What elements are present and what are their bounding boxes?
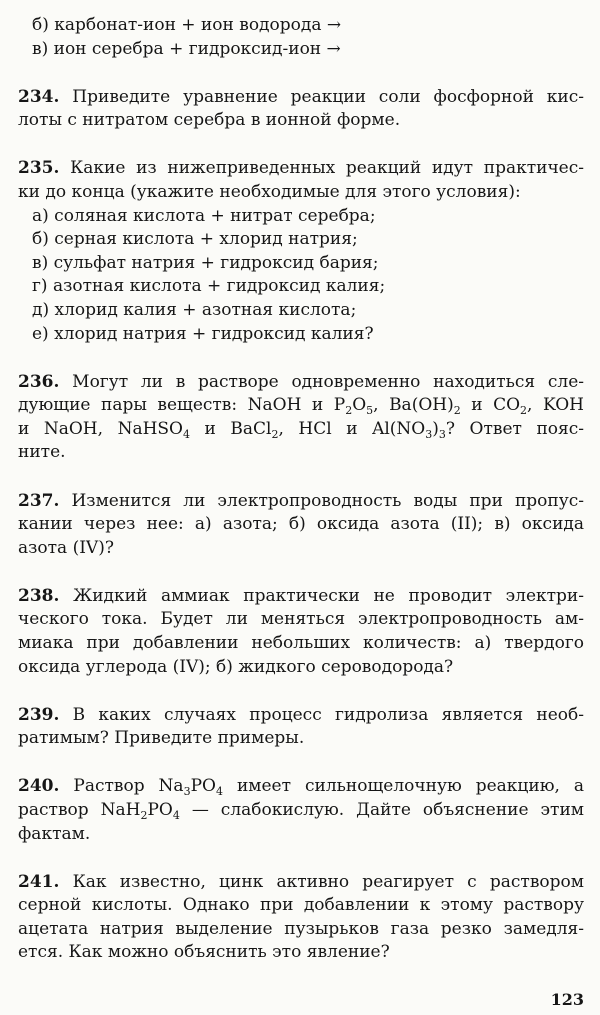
text-line: ческого тока. Будет ли меняться электропроводность ам- — [18, 609, 584, 630]
text-line: 234. Приведите уравнение реакции соли фосфорной кис- — [18, 86, 584, 107]
list-item: б) серная кислота + хлорид натрия; — [32, 229, 358, 250]
text-line: кании через нее: а) азота; б) оксида азота (II); в) оксида — [18, 514, 584, 535]
question-number: 239. — [18, 704, 60, 725]
text-line: азота (IV)? — [18, 537, 114, 558]
question-236 — [18, 371, 584, 465]
question-number: 238. — [18, 585, 60, 606]
question-number: 240. — [18, 776, 60, 797]
text-line: 235. Какие из нижеприведенных реакций идут практичес- — [18, 158, 585, 179]
question-240 — [18, 775, 584, 846]
text-line: 241. Как известно, цинк активно реагирует с раствором — [18, 871, 584, 892]
text-line: ки до конца (укажите необходимые для этого условия): — [18, 181, 521, 202]
text-line: дующие пары веществ: NaOH и $P_2O_5$, $Ba(OH)_2$ и $CO_2$, KOH — [18, 395, 584, 418]
page-number: 123 — [550, 990, 584, 1009]
text-line: фактам. — [18, 823, 91, 844]
question-235 — [18, 157, 584, 346]
text-line: 236. Могут ли в растворе одновременно находиться сле- — [18, 371, 585, 392]
list-item: а) соляная кислота + нитрат серебра; — [32, 205, 376, 226]
question-number: 237. — [18, 490, 60, 511]
text-line: ните. — [18, 442, 66, 463]
text-line: ется. Как можно объяснить это явление? — [18, 942, 390, 963]
text-line: серной кислоты. Однако при добавлении к этому раствору — [18, 895, 584, 916]
question-number: 236. — [18, 371, 60, 392]
text-line: и NaOH, NaHSO$_4$ и BaCl$_2$, HCl и $Al(NO_3)_3$? Ответ пояс- — [18, 418, 585, 441]
text-line: 238. Жидкий аммиак практически не проводит электри- — [18, 585, 585, 606]
text-line: 240. Раствор $Na_3PO_4$ имеет сильнощелочную реакцию, а — [18, 776, 585, 799]
text-line: ратимым? Приведите примеры. — [18, 728, 305, 749]
text-line: 237. Изменится ли электропроводность воды при пропус- — [18, 490, 585, 511]
question-238 — [18, 585, 584, 679]
text-line: раствор $NaH_2PO_4$ — слабокислую. Дайте объяснение этим — [18, 799, 584, 822]
text-line: ацетата натрия выделение пузырьков газа резко замедля- — [18, 918, 584, 939]
list-item: е) хлорид натрия + гидроксид калия? — [32, 323, 374, 344]
text-line: миака при добавлении небольших количеств: а) твердого — [18, 632, 584, 653]
page-body — [18, 14, 584, 965]
question-237 — [18, 490, 584, 561]
question-number: 234. — [18, 86, 60, 107]
question-241 — [18, 871, 584, 965]
text-line: лоты с нитратом серебра в ионной форме. — [18, 110, 401, 131]
text-line: 239. В каких случаях процесс гидролиза является необ- — [18, 704, 584, 725]
question-number: 241. — [18, 871, 60, 892]
list-item: в) ион серебра + гидроксид-ион → — [32, 38, 341, 59]
question-number: 235. — [18, 158, 60, 179]
question-234 — [18, 86, 584, 133]
text-line: оксида углерода (IV); б) жидкого сероводорода? — [18, 656, 454, 677]
list-item: в) сульфат натрия + гидроксид бария; — [32, 252, 379, 273]
list-item: д) хлорид калия + азотная кислота; — [32, 299, 357, 320]
list-item: б) карбонат-ион + ион водорода → — [32, 15, 342, 35]
question-239 — [18, 704, 584, 751]
list-item: г) азотная кислота + гидроксид калия; — [32, 276, 386, 297]
